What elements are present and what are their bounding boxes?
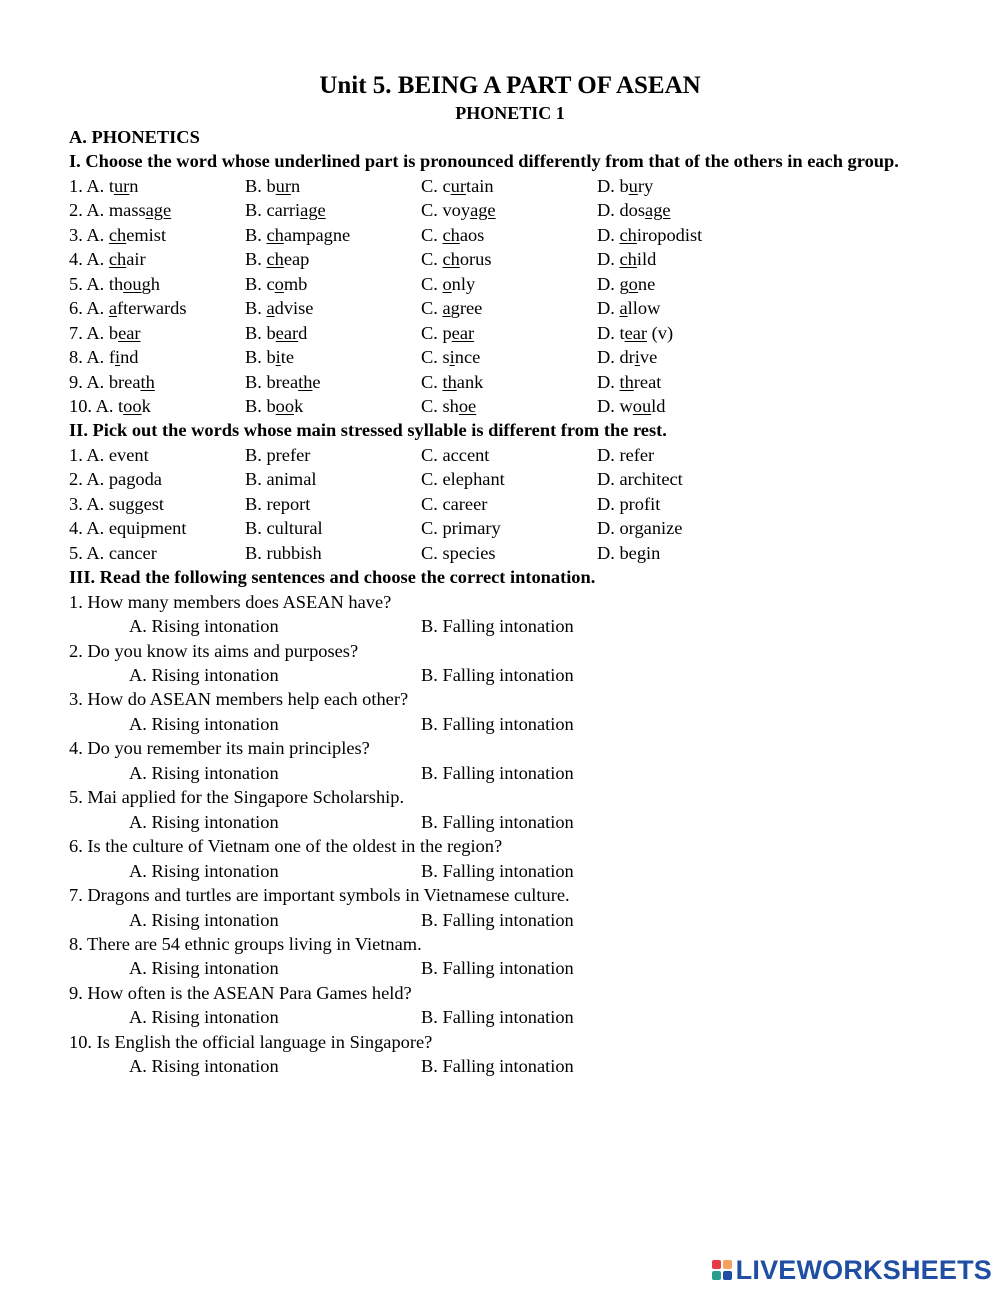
option-c	[421, 174, 597, 198]
option-a	[69, 345, 245, 369]
option-text: D. g	[597, 273, 629, 294]
underlined-part: age	[300, 200, 326, 221]
option-text: C.	[421, 371, 443, 392]
option-b: B. Falling intonation	[421, 958, 574, 979]
option-c: C. accent	[421, 444, 490, 465]
option-text: dvise	[274, 298, 314, 319]
answer-options	[69, 810, 949, 834]
option-text: 2. A. mass	[69, 200, 146, 221]
option-a	[69, 198, 245, 222]
question-row	[69, 370, 949, 394]
option-a: A. Rising intonation	[129, 1056, 279, 1077]
option-text: D. w	[597, 395, 633, 416]
underlined-part: ch	[266, 224, 284, 245]
question-row	[69, 516, 949, 540]
option-text: B. c	[245, 273, 275, 294]
option-a: A. Rising intonation	[129, 713, 279, 734]
option-d	[597, 296, 660, 320]
question-text: 10. Is English the official language in Singapore?	[69, 1031, 433, 1052]
option-text: n	[291, 175, 301, 196]
page-subtitle: PHONETIC 1	[455, 103, 565, 123]
option-c	[421, 198, 597, 222]
option-c	[421, 223, 597, 247]
answer-options	[69, 614, 949, 638]
option-d	[597, 345, 657, 369]
page-title: Unit 5. BEING A PART OF ASEAN	[319, 72, 701, 99]
option-text: ne	[637, 273, 656, 294]
option-b	[245, 198, 421, 222]
underlined-part: ou	[123, 273, 142, 294]
underlined-part: a	[266, 298, 275, 319]
question-text: 9. How often is the ASEAN Para Games held?	[69, 982, 412, 1003]
option-d: D. refer	[597, 444, 655, 465]
option-b	[245, 394, 421, 418]
option-b: B. Falling intonation	[421, 664, 574, 685]
option-d	[597, 247, 656, 271]
option-b	[245, 370, 421, 394]
option-text: 9. A. brea	[69, 371, 141, 392]
option-d: D. architect	[597, 469, 683, 490]
option-a	[69, 223, 245, 247]
underlined-part: u	[628, 175, 638, 196]
option-b: B. Falling intonation	[421, 616, 574, 637]
underlined-part: ear	[624, 322, 648, 343]
option-a: A. Rising intonation	[129, 664, 279, 685]
option-text: gree	[450, 298, 483, 319]
option-text: D.	[597, 371, 620, 392]
liveworksheets-logo	[712, 1255, 992, 1285]
option-a: A. Rising intonation	[129, 909, 279, 930]
option-b: B. rubbish	[245, 542, 322, 563]
underlined-part: i	[114, 347, 121, 368]
option-text: e	[312, 371, 321, 392]
option-a: 1. A. event	[69, 444, 149, 465]
part3-heading: III. Read the following sentences and choose the correct intonation.	[69, 567, 596, 588]
underlined-part: a	[619, 298, 628, 319]
option-c: C. elephant	[421, 469, 505, 490]
option-text: te	[280, 347, 295, 368]
option-text: B.	[245, 249, 267, 270]
option-d	[597, 223, 702, 247]
option-b	[245, 223, 421, 247]
underlined-part: ch	[108, 224, 127, 245]
option-d: D. profit	[597, 493, 661, 514]
question-text: 5. Mai applied for the Singapore Scholarship.	[69, 787, 405, 808]
option-text: D. t	[597, 322, 625, 343]
part1-list	[69, 174, 949, 419]
option-a: A. Rising intonation	[129, 860, 279, 881]
option-a: 2. A. pagoda	[69, 469, 162, 490]
underlined-part: i	[449, 347, 455, 368]
option-text: gh	[141, 273, 160, 294]
logo-square	[723, 1271, 732, 1280]
option-a: A. Rising intonation	[129, 811, 279, 832]
option-text: C. p	[421, 322, 452, 343]
option-text: eap	[283, 249, 310, 270]
question-row	[69, 394, 949, 418]
option-text: 5. A. th	[69, 273, 124, 294]
section-a-heading: A. PHONETICS	[69, 127, 200, 147]
option-text: B. b	[245, 175, 276, 196]
option-text: ld	[651, 395, 666, 416]
option-text: B. b	[245, 395, 276, 416]
option-b: B. Falling intonation	[421, 860, 574, 881]
question-row	[69, 492, 949, 516]
underlined-part: a	[108, 298, 118, 319]
option-a	[69, 321, 245, 345]
option-text: D. dos	[597, 200, 646, 221]
option-b: B. Falling intonation	[421, 1007, 574, 1028]
option-a	[69, 394, 245, 418]
question-row	[69, 296, 949, 320]
option-text: C.	[421, 298, 443, 319]
option-a	[69, 272, 245, 296]
option-c	[421, 321, 597, 345]
option-a: 3. A. suggest	[69, 493, 165, 514]
underlined-part: i	[275, 347, 281, 368]
option-a	[69, 174, 245, 198]
underlined-part: i	[634, 347, 640, 368]
logo-square	[712, 1260, 721, 1269]
question-row	[69, 198, 949, 222]
option-b: B. prefer	[245, 444, 311, 465]
underlined-part: ch	[442, 249, 460, 270]
underlined-part: th	[140, 371, 155, 392]
option-text: k	[294, 395, 304, 416]
option-text: C. s	[421, 347, 450, 368]
option-b	[245, 345, 421, 369]
option-text: ve	[639, 347, 658, 368]
answer-options	[69, 1005, 949, 1029]
option-b: B. Falling intonation	[421, 1056, 574, 1077]
option-b: B. report	[245, 493, 311, 514]
option-text: ampagne	[283, 224, 351, 245]
answer-options	[69, 712, 949, 736]
part2-heading: II. Pick out the words whose main stressed syllable is different from the rest.	[69, 420, 667, 441]
question-row	[69, 467, 949, 491]
part1-heading: I. Choose the word whose underlined part is pronounced differently from that of the others in each group.	[69, 151, 899, 172]
option-b: B. Falling intonation	[421, 762, 574, 783]
option-text: aos	[459, 224, 485, 245]
question-text: 2. Do you know its aims and purposes?	[69, 640, 359, 661]
option-c	[421, 272, 597, 296]
option-text: D.	[597, 249, 620, 270]
option-b: B. cultural	[245, 518, 323, 539]
answer-options	[69, 859, 949, 883]
option-d	[597, 174, 653, 198]
underlined-part: oe	[458, 395, 477, 416]
question-text: 4. Do you remember its main principles?	[69, 738, 370, 759]
option-text: C.	[421, 249, 443, 270]
option-text: iropodist	[636, 224, 703, 245]
underlined-part: age	[645, 200, 671, 221]
option-text: C. sh	[421, 395, 459, 416]
option-a	[69, 296, 245, 320]
option-a: A. Rising intonation	[129, 1007, 279, 1028]
option-text: 6. A.	[69, 298, 109, 319]
part2-list	[69, 443, 949, 565]
option-text: d	[298, 322, 308, 343]
option-text: B.	[245, 224, 267, 245]
option-d	[597, 272, 655, 296]
option-c	[421, 247, 597, 271]
underlined-part: o	[442, 273, 452, 294]
option-c	[421, 296, 597, 320]
option-d	[597, 198, 671, 222]
option-text: B. carri	[245, 200, 301, 221]
option-a: A. Rising intonation	[129, 762, 279, 783]
option-c: C. species	[421, 542, 496, 563]
option-text: tain	[465, 175, 494, 196]
question-row	[69, 247, 949, 271]
option-text: reat	[633, 371, 662, 392]
option-text: 8. A. f	[69, 347, 115, 368]
question-row	[69, 272, 949, 296]
worksheet-body	[69, 125, 949, 1079]
underlined-part: ch	[442, 224, 460, 245]
option-text: 10. A. t	[69, 395, 124, 416]
underlined-part: th	[619, 371, 634, 392]
underlined-part: age	[145, 200, 172, 221]
underlined-part: ear	[275, 322, 299, 343]
option-text: orus	[459, 249, 492, 270]
option-d	[597, 370, 661, 394]
option-d	[597, 321, 673, 345]
underlined-part: ur	[275, 175, 291, 196]
option-text: C. voy	[421, 200, 471, 221]
option-text: fterwards	[117, 298, 187, 319]
underlined-part: ou	[632, 395, 652, 416]
option-text: D.	[597, 298, 620, 319]
option-text: B. b	[245, 322, 276, 343]
underlined-part: o	[628, 273, 638, 294]
option-text: C. c	[421, 175, 451, 196]
option-text: 7. A. b	[69, 322, 119, 343]
option-text: C.	[421, 273, 443, 294]
underlined-part: ch	[266, 249, 284, 270]
option-a: A. Rising intonation	[129, 958, 279, 979]
liveworksheets-logo-icon	[712, 1260, 732, 1280]
option-text: ild	[636, 249, 657, 270]
underlined-part: ear	[118, 322, 141, 343]
option-text: k	[141, 395, 151, 416]
option-text: emist	[126, 224, 167, 245]
option-text: D. dr	[597, 347, 635, 368]
option-text: nd	[120, 347, 139, 368]
underlined-part: oo	[275, 395, 295, 416]
underlined-part: oo	[123, 395, 142, 416]
question-row	[69, 321, 949, 345]
question-row	[69, 345, 949, 369]
option-d: D. begin	[597, 542, 661, 563]
option-b	[245, 247, 421, 271]
answer-options	[69, 663, 949, 687]
option-b	[245, 174, 421, 198]
option-d: D. organize	[597, 518, 683, 539]
underlined-part: th	[442, 371, 457, 392]
option-text: n	[129, 175, 139, 196]
option-d	[597, 394, 665, 418]
option-c	[421, 345, 597, 369]
option-a	[69, 247, 245, 271]
answer-options	[69, 956, 949, 980]
option-text: B.	[245, 298, 267, 319]
question-text: 1. How many members does ASEAN have?	[69, 591, 392, 612]
option-c: C. primary	[421, 518, 501, 539]
option-text: C.	[421, 224, 443, 245]
option-b: B. Falling intonation	[421, 811, 574, 832]
option-text: ry	[637, 175, 654, 196]
underlined-part: ch	[619, 224, 637, 245]
answer-options	[69, 1054, 949, 1078]
option-text: D.	[597, 224, 620, 245]
underlined-part: o	[274, 273, 284, 294]
option-text: 4. A.	[69, 249, 109, 270]
option-c	[421, 370, 597, 394]
question-text: 8. There are 54 ethnic groups living in Vietnam.	[69, 933, 422, 954]
underlined-part: a	[442, 298, 451, 319]
logo-text: LIVEWORKSHEETS	[735, 1254, 992, 1285]
option-text: air	[126, 249, 146, 270]
question-row	[69, 541, 949, 565]
logo-square	[723, 1260, 732, 1269]
option-text: (v)	[647, 322, 674, 343]
option-a: A. Rising intonation	[129, 616, 279, 637]
answer-options	[69, 761, 949, 785]
answer-options	[69, 908, 949, 932]
option-text: 3. A.	[69, 224, 109, 245]
question-text: 7. Dragons and turtles are important symbols in Vietnamese culture.	[69, 885, 570, 906]
option-b: B. animal	[245, 469, 317, 490]
underlined-part: ur	[113, 175, 130, 196]
option-text: nce	[454, 347, 481, 368]
option-text: mb	[283, 273, 308, 294]
underlined-part: age	[470, 200, 496, 221]
question-row	[69, 174, 949, 198]
option-a	[69, 370, 245, 394]
question-text: 6. Is the culture of Vietnam one of the oldest in the region?	[69, 836, 503, 857]
option-text: B. b	[245, 347, 276, 368]
part3-list	[69, 590, 949, 1079]
option-b: B. Falling intonation	[421, 909, 574, 930]
option-a: 5. A. cancer	[69, 542, 157, 563]
option-b	[245, 321, 421, 345]
option-b	[245, 296, 421, 320]
underlined-part: ear	[451, 322, 475, 343]
option-text: D. b	[597, 175, 629, 196]
option-b	[245, 272, 421, 296]
option-a: 4. A. equipment	[69, 518, 187, 539]
question-text: 3. How do ASEAN members help each other?	[69, 689, 409, 710]
question-row	[69, 223, 949, 247]
option-text: nly	[451, 273, 476, 294]
option-c	[421, 394, 597, 418]
logo-square	[712, 1271, 721, 1280]
option-c: C. career	[421, 493, 488, 514]
underlined-part: ch	[108, 249, 127, 270]
option-text: B. brea	[245, 371, 299, 392]
option-text: llow	[627, 298, 661, 319]
option-text: ank	[456, 371, 484, 392]
option-b: B. Falling intonation	[421, 713, 574, 734]
option-text: 1. A. t	[69, 175, 114, 196]
underlined-part: ur	[450, 175, 466, 196]
underlined-part: th	[298, 371, 313, 392]
question-row	[69, 443, 949, 467]
underlined-part: ch	[619, 249, 637, 270]
